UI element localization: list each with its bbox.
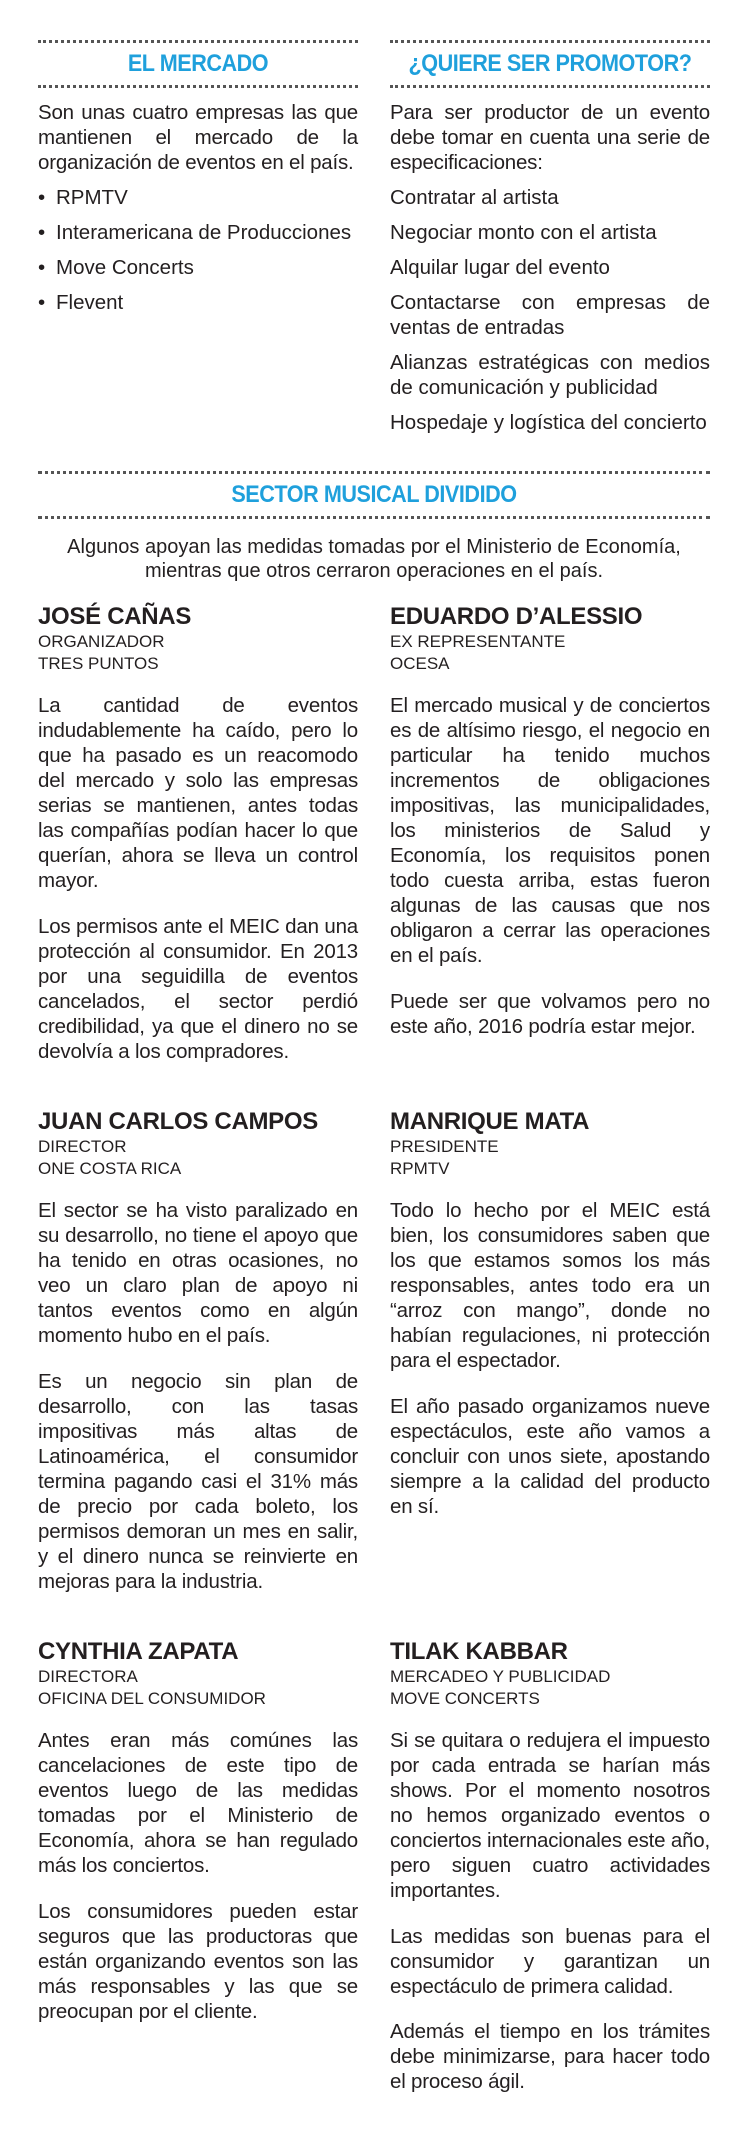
person-card: [38, 603, 358, 1084]
quote-paragraph: Puede ser que volvamos pero no este año, 2016 podría estar mejor.: [390, 989, 710, 1038]
person-org: OFICINA DEL CONSUMIDOR: [38, 1689, 266, 1708]
quote-paragraph: El sector se ha visto paralizado en su desarrollo, no tiene el apoyo que ha tenido en otras ocasiones, no veo un claro plan de apoyo ni tantos eventos como en algún momento hubo en el país.: [38, 1199, 358, 1347]
person-org: RPMTV: [390, 1159, 450, 1178]
promotor-title: ¿QUIERE SER PROMOTOR?: [408, 50, 692, 77]
promotor-intro: Para ser productor de un evento debe tomar en cuenta una serie de especificaciones:: [390, 101, 710, 174]
list-item: Hospedaje y logística del concierto: [390, 411, 707, 434]
list-item: • Flevent: [38, 291, 124, 314]
bullet-icon: •: [38, 291, 46, 314]
bullet-icon: •: [38, 221, 46, 244]
person-name: TILAK KABBAR: [390, 1638, 568, 1665]
person-name: CYNTHIA ZAPATA: [38, 1638, 239, 1665]
person-org: TRES PUNTOS: [38, 654, 159, 673]
quote-paragraph: El año pasado organizamos nueve espectáculos, este año vamos a concluir con unos siete, apostando siempre a la calidad del producto en sí.: [390, 1394, 710, 1518]
person-role: DIRECTOR: [38, 1137, 127, 1156]
mercado-box: [38, 40, 358, 435]
quote-paragraph: Los consumidores pueden estar seguros que las productoras que están organizando eventos son las más responsables y las que se preocupan por el cliente.: [38, 1899, 358, 2023]
quote-paragraph: El mercado musical y de conciertos es de altísimo riesgo, el negocio en particular ha tenido muchos incrementos de obligaciones impositivas, las municipalidades, los ministerios de Salud y Economía, los requisitos ponen todo cuesta arriba, estas fueron algunas de las causas que nos obligaron a cerrar las operaciones en el país.: [390, 694, 710, 967]
requirements-list: [390, 185, 710, 435]
person-card: [38, 1108, 358, 1614]
list-item: Alquilar lugar del evento: [390, 256, 610, 279]
person-card: [390, 1108, 710, 1614]
quote-paragraph: La cantidad de eventos indudablemente ha caído, pero lo que ha pasado es un reacomodo del mercado y solo las empresas serias se mantienen, antes todas las compañías podían hacer lo que querían, ahora se lleva un control mayor.: [38, 694, 358, 892]
dotted-divider: [38, 471, 710, 474]
person-org: ONE COSTA RICA: [38, 1159, 182, 1178]
dotted-divider: [390, 85, 710, 88]
company-list: [38, 185, 358, 315]
person-name: EDUARDO D’ALESSIO: [390, 603, 643, 630]
sector-section: [38, 471, 710, 2139]
dotted-divider: [390, 40, 710, 43]
person-card: [390, 603, 710, 1084]
quote-paragraph: Todo lo hecho por el MEIC está bien, los consumidores saben que los que estamos somos los más responsables, antes todo era un “arroz con mango”, donde no habían regulaciones, ni protección para el espectador.: [390, 1199, 710, 1372]
dotted-divider: [38, 40, 358, 43]
person-role: EX REPRESENTANTE: [390, 632, 566, 651]
bullet-icon: •: [38, 186, 46, 209]
mercado-title: EL MERCADO: [127, 50, 269, 77]
quote-paragraph: Los permisos ante el MEIC dan una protección al consumidor. En 2013 por una seguidilla de eventos cancelados, el sector perdió credibilidad, ya que el dinero no se devolvía a los compradores.: [38, 914, 358, 1063]
dotted-divider: [38, 85, 358, 88]
dotted-divider: [38, 516, 710, 519]
person-role: PRESIDENTE: [390, 1137, 499, 1156]
quote-paragraph: Antes eran más comúnes las cancelaciones de este tipo de eventos luego de las medidas tomadas por el Ministerio de Economía, ahora se han regulado más los conciertos.: [38, 1729, 358, 1877]
person-org: MOVE CONCERTS: [390, 1689, 540, 1708]
person-name: JOSÉ CAÑAS: [38, 603, 192, 630]
quote-paragraph: Si se quitara o redujera el impuesto por cada entrada se harían más shows. Por el momento nosotros no hemos organizado eventos o conciertos internacionales este año, pero siguen cuatro actividades importantes.: [390, 1729, 710, 1902]
list-item: • RPMTV: [38, 186, 128, 209]
quotes-grid: [38, 603, 710, 2139]
person-org: OCESA: [390, 654, 450, 673]
promotor-box: [390, 40, 710, 435]
list-item: Contratar al artista: [390, 186, 559, 209]
list-item: • Interamericana de Producciones: [38, 221, 352, 244]
sector-title: SECTOR MUSICAL DIVIDIDO: [231, 481, 517, 508]
list-item: Negociar monto con el artista: [390, 221, 657, 244]
list-item: Contactarse con empresas de ventas de entradas: [390, 291, 710, 339]
quote-paragraph: Las medidas son buenas para el consumidor y garantizan un espectáculo de primera calidad.: [390, 1924, 710, 1998]
sector-subtitle: Algunos apoyan las medidas tomadas por el Ministerio de Economía, mientras que otros cerraron operaciones en el país.: [67, 536, 681, 582]
person-name: MANRIQUE MATA: [390, 1108, 590, 1135]
list-item: Alianzas estratégicas con medios de comunicación y publicidad: [390, 351, 710, 399]
person-name: JUAN CARLOS CAMPOS: [38, 1108, 318, 1135]
person-role: ORGANIZADOR: [38, 632, 165, 651]
person-card: [390, 1638, 710, 2115]
quote-paragraph: Además el tiempo en los trámites debe minimizarse, para hacer todo el proceso ágil.: [390, 2020, 710, 2093]
article-page: [38, 40, 710, 2139]
mercado-intro: Son unas cuatro empresas las que mantienen el mercado de la organización de eventos en el país.: [38, 101, 358, 174]
quote-paragraph: Es un negocio sin plan de desarrollo, con las tasas impositivas más altas de Latinoamérica, el consumidor termina pagando casi el 31% más de precio por cada boleto, los permisos demoran un mes en salir, y el dinero nunca se reinvierte en mejoras para la industria.: [38, 1369, 358, 1593]
bullet-icon: •: [38, 256, 46, 279]
list-item: • Move Concerts: [38, 256, 194, 279]
person-role: MERCADEO Y PUBLICIDAD: [390, 1667, 611, 1686]
person-card: [38, 1638, 358, 2115]
person-role: DIRECTORA: [38, 1667, 138, 1686]
top-columns: [38, 40, 710, 435]
